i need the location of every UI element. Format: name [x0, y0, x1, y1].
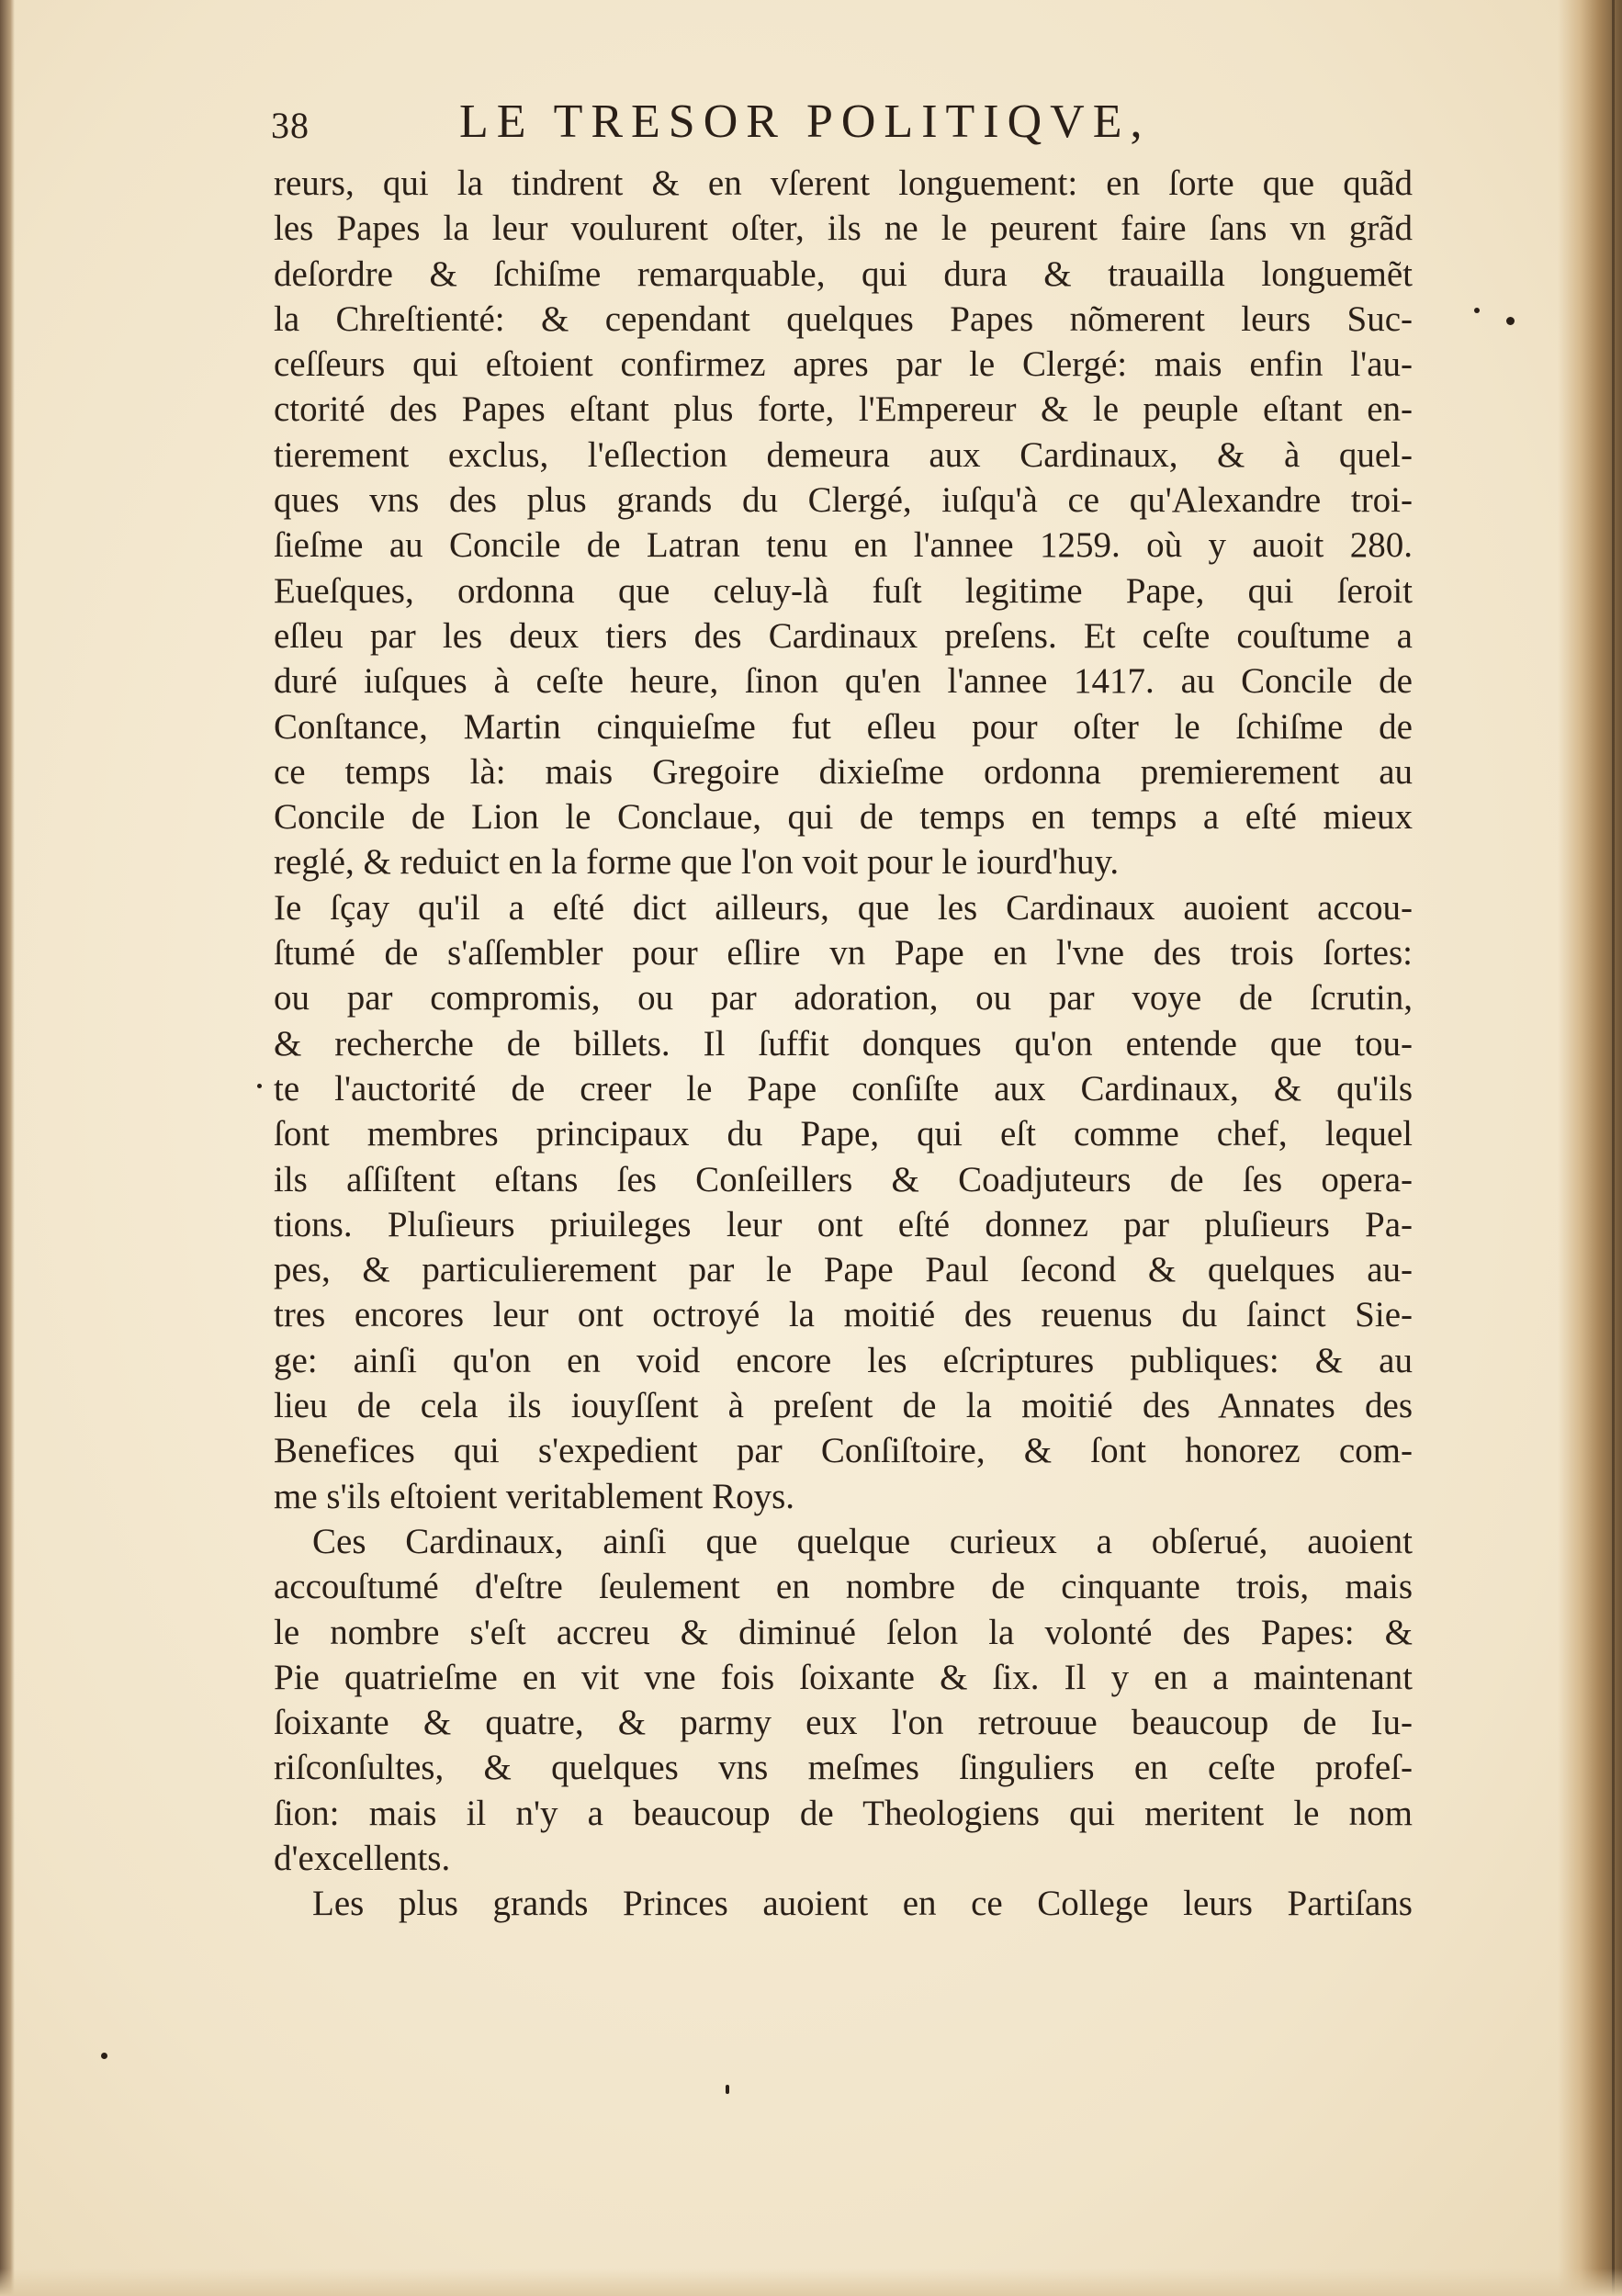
page-header [271, 87, 1281, 152]
ink-speck [101, 2053, 107, 2059]
text-line: tions. Pluſieurs priuileges leur ont eſté donnez par pluſieurs Pa- [274, 1204, 1413, 1244]
text-line: ſieſme au Concile de Latran tenu en l'annee 1259. où y auoit 280. [274, 525, 1413, 566]
text-line: ceſſeurs qui eſtoient confirmez apres par le Clergé: mais enfin l'au- [274, 344, 1413, 385]
page-number: 38 [271, 105, 310, 146]
running-title: LE TRESOR POLITIQVE, [459, 96, 1151, 148]
text-line: Ie ſçay qu'il a eſté dict ailleurs, que les Cardinaux auoient accou- [274, 887, 1413, 928]
text-line: eſleu par les deux tiers des Cardinaux preſens. Et ceſte couſtume a [274, 615, 1413, 656]
text-line: riſconſultes, & quelques vns meſmes ſinguliers en ceſte profeſ- [274, 1748, 1413, 1788]
text-line: pes, & particulierement par le Pape Paul ſecond & quelques au- [274, 1250, 1413, 1290]
body-text [274, 161, 1413, 1927]
text-line: reglé, & reduict en la forme que l'on voit pour le iourd'huy. [274, 842, 1120, 883]
text-line: ils aſſiſtent eſtans ſes Conſeillers & Coadjuteurs de ſes opera- [274, 1159, 1413, 1199]
ink-speck [257, 1084, 262, 1088]
text-line: te l'auctorité de creer le Pape conſiſte aux Cardinaux, & qu'ils [274, 1068, 1413, 1109]
text-line: la Chreſtienté: & cependant quelques Papes nõmerent leurs Suc- [274, 298, 1413, 339]
text-line: Pie quatrieſme en vit vne fois ſoixante & ſix. Il y en a maintenant [274, 1657, 1413, 1697]
binding-edge [0, 0, 15, 2296]
ink-speck [726, 2085, 729, 2094]
text-line: lieu de cela ils iouyſſent à preſent de la moitié des Annates des [274, 1386, 1413, 1426]
text-line: ſion: mais il n'y a beaucoup de Theologiens qui meritent le nom [274, 1793, 1413, 1833]
text-line: me s'ils eſtoient veritablement Roys. [274, 1476, 795, 1516]
text-line: duré iuſques à ceſte heure, ſinon qu'en l'annee 1417. au Concile de [274, 661, 1413, 702]
text-line: ſont membres principaux du Pape, qui eſt comme chef, lequel [274, 1114, 1413, 1154]
text-line: Les plus grands Princes auoient en ce College leurs Partiſans [312, 1884, 1413, 1924]
text-line: Ces Cardinaux, ainſi que quelque curieux a obſerué, auoient [312, 1521, 1413, 1561]
text-line: d'excellents. [274, 1838, 451, 1878]
paragraph-3 [274, 1519, 1413, 1881]
paragraph-1 [274, 161, 1413, 885]
paragraph-2 [274, 885, 1413, 1519]
text-line: & recherche de billets. Il ſuffit donques qu'on entende que tou- [274, 1023, 1413, 1064]
text-line: deſordre & ſchiſme remarquable, qui dura & trauailla longuemẽt [274, 253, 1413, 294]
text-line: accouſtumé d'eſtre ſeulement en nombre de cinquante trois, mais [274, 1567, 1413, 1607]
text-line: ſtumé de s'aſſembler pour eſlire vn Pape en l'vne des trois ſortes: [274, 933, 1413, 974]
text-line: Concile de Lion le Conclaue, qui de temps en temps a eſté mieux [274, 797, 1413, 838]
ink-speck [1474, 308, 1480, 313]
text-line: Eueſques, ordonna que celuy-là fuſt legitime Pape, qui ſeroit [274, 570, 1413, 611]
text-line: ce temps là: mais Gregoire dixieſme ordonna premierement au [274, 751, 1413, 792]
bottom-edge-shadow [0, 2268, 1622, 2296]
text-line: ctorité des Papes eſtant plus forte, l'Empereur & le peuple eſtant en- [274, 389, 1413, 430]
text-line: Benefices qui s'expedient par Conſiſtoire, & ſont honorez com- [274, 1431, 1413, 1471]
text-line: le nombre s'eſt accreu & diminué ſelon la volonté des Papes: & [274, 1612, 1413, 1652]
text-line: les Papes la leur voulurent oſter, ils ne le peurent faire ſans vn grãd [274, 208, 1413, 249]
text-line: tierement exclus, l'eſlection demeura aux Cardinaux, & à quel- [274, 434, 1413, 475]
text-line: ge: ainſi qu'on en void encore les eſcriptures publiques: & au [274, 1340, 1413, 1380]
text-line: reurs, qui la tindrent & en vſerent longuement: en ſorte que quãd [274, 163, 1413, 203]
paragraph-4 [274, 1881, 1413, 1926]
text-line: tres encores leur ont octroyé la moitié des reuenus du ſainct Sie- [274, 1295, 1413, 1335]
text-line: ou par compromis, ou par adoration, ou par voye de ſcrutin, [274, 978, 1413, 1019]
page-stack-edge [1558, 0, 1622, 2296]
text-line: Conſtance, Martin cinquieſme fut eſleu pour oſter le ſchiſme de [274, 706, 1413, 747]
text-line: ques vns des plus grands du Clergé, iuſqu'à ce qu'Alexandre troi- [274, 480, 1413, 521]
ink-speck [1506, 317, 1515, 325]
text-line: ſoixante & quatre, & parmy eux l'on retrouue beaucoup de Iu- [274, 1703, 1413, 1743]
